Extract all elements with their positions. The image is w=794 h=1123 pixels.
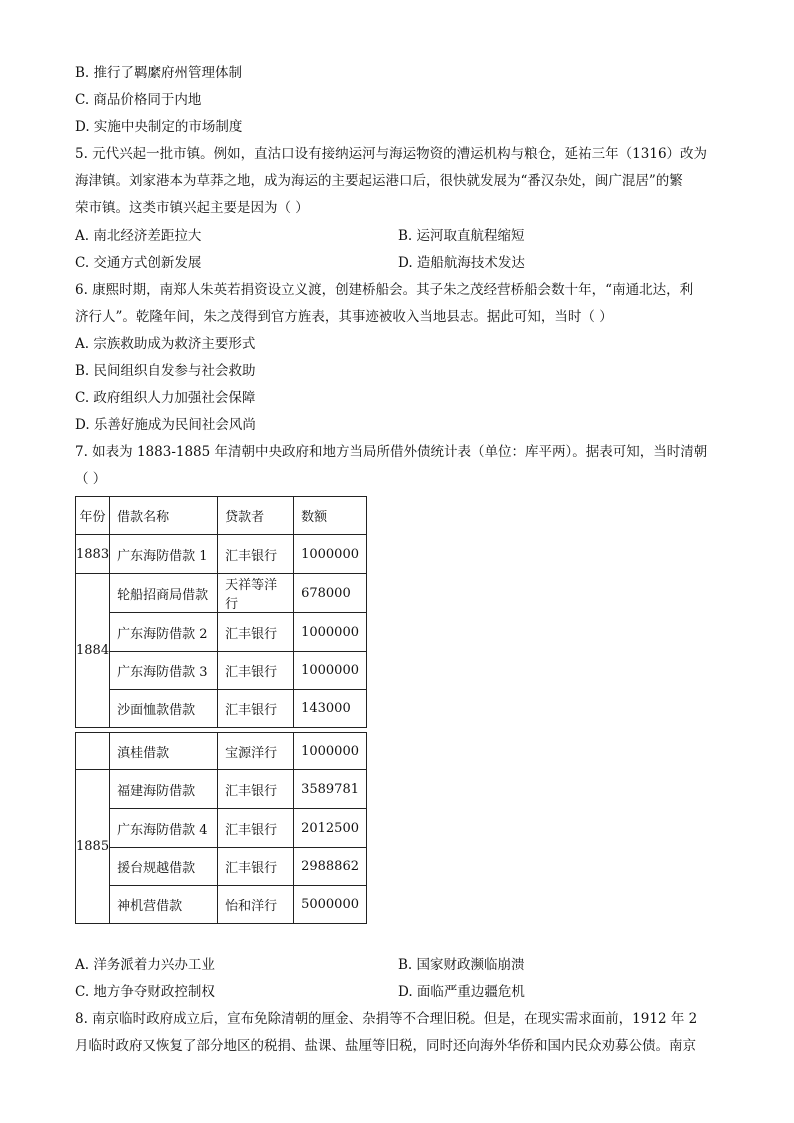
table-row bbox=[76, 535, 367, 574]
lender-cell: 汇丰银行 bbox=[218, 848, 294, 886]
lender-cell: 怡和洋行 bbox=[218, 886, 294, 924]
lender-cell: 汇丰银行 bbox=[218, 690, 294, 728]
q7-option-d: D. 面临严重边疆危机 bbox=[398, 984, 525, 1000]
loan-name-cell: 广东海防借款 4 bbox=[110, 809, 218, 848]
loan-name-cell: 广东海防借款 1 bbox=[110, 535, 218, 574]
table-row bbox=[76, 733, 367, 770]
year-cell: 1884 bbox=[76, 574, 110, 728]
table-header-row bbox=[76, 497, 367, 535]
q8-stem-line-2: 月临时政府又恢复了部分地区的税捐、盐课、盐厘等旧税，同时还向海外华侨和国内民众劝募公债。南京 bbox=[75, 1038, 696, 1054]
q6-option-d: D. 乐善好施成为民间社会风尚 bbox=[75, 417, 256, 433]
table-row bbox=[76, 770, 367, 809]
amount-cell: 5000000 bbox=[294, 886, 367, 924]
loan-name-cell: 援台规越借款 bbox=[110, 848, 218, 886]
q7-option-a: A. 洋务派着力兴办工业 bbox=[75, 957, 215, 973]
q5-stem-line-2: 海津镇。刘家港本为草莽之地，成为海运的主要起运港口后，很快就发展为“番汉杂处，闽广混居”的繁 bbox=[75, 173, 683, 189]
loan-name-cell: 福建海防借款 bbox=[110, 770, 218, 809]
table-row bbox=[76, 886, 367, 924]
q6-option-b: B. 民间组织自发参与社会救助 bbox=[75, 363, 256, 379]
q6-option-a: A. 宗族救助成为救济主要形式 bbox=[75, 336, 256, 352]
q7-stem-line-2: （ ） bbox=[75, 471, 107, 487]
q5-option-c: C. 交通方式创新发展 bbox=[75, 255, 202, 271]
table-row bbox=[76, 809, 367, 848]
header-amount: 数额 bbox=[294, 497, 367, 535]
lender-cell: 汇丰银行 bbox=[218, 770, 294, 809]
q7-option-c: C. 地方争夺财政控制权 bbox=[75, 984, 215, 1000]
lender-cell: 汇丰银行 bbox=[218, 652, 294, 690]
table-row bbox=[76, 652, 367, 690]
header-loan-name: 借款名称 bbox=[110, 497, 218, 535]
loan-name-cell: 轮船招商局借款 bbox=[110, 574, 218, 613]
header-lender: 贷款者 bbox=[218, 497, 294, 535]
amount-cell: 1000000 bbox=[294, 652, 367, 690]
amount-cell: 143000 bbox=[294, 690, 367, 728]
amount-cell: 2988862 bbox=[294, 848, 367, 886]
q5-stem-line-1: 5. 元代兴起一批市镇。例如，直沽口设有接纳运河与海运物资的漕运机构与粮仓，延祐三年（1316）改为 bbox=[75, 146, 708, 162]
year-cell: 1883 bbox=[76, 535, 110, 574]
lender-cell: 汇丰银行 bbox=[218, 535, 294, 574]
q6-stem-line-2: 济行人”。乾隆年间，朱之茂得到官方旌表，其事迹被收入当地县志。据此可知，当时（ ） bbox=[75, 309, 613, 325]
table-row bbox=[76, 574, 367, 613]
lender-cell: 汇丰银行 bbox=[218, 613, 294, 652]
q5-stem-line-3: 荣市镇。这类市镇兴起主要是因为（ ） bbox=[75, 200, 309, 216]
amount-cell: 2012500 bbox=[294, 809, 367, 848]
loan-name-cell: 沙面恤款借款 bbox=[110, 690, 218, 728]
q5-option-a: A. 南北经济差距拉大 bbox=[75, 228, 202, 244]
header-year: 年份 bbox=[76, 497, 110, 535]
year-cell: 1885 bbox=[76, 770, 110, 924]
q7-option-b: B. 国家财政濒临崩溃 bbox=[398, 957, 525, 973]
loan-table-part-1 bbox=[75, 496, 367, 728]
loan-name-cell: 广东海防借款 3 bbox=[110, 652, 218, 690]
table-row bbox=[76, 848, 367, 886]
lender-cell: 汇丰银行 bbox=[218, 809, 294, 848]
q5-option-b: B. 运河取直航程缩短 bbox=[398, 228, 525, 244]
q8-stem-line-1: 8. 南京临时政府成立后，宣布免除清朝的厘金、杂捐等不合理旧税。但是，在现实需求面前，1912 年 2 bbox=[75, 1011, 698, 1027]
amount-cell: 1000000 bbox=[294, 733, 367, 770]
loan-table-part-2 bbox=[75, 732, 367, 924]
year-cell bbox=[76, 733, 110, 770]
amount-cell: 1000000 bbox=[294, 535, 367, 574]
amount-cell: 3589781 bbox=[294, 770, 367, 809]
loan-name-cell: 广东海防借款 2 bbox=[110, 613, 218, 652]
table-row bbox=[76, 613, 367, 652]
q7-stem-line-1: 7. 如表为 1883-1885 年清朝中央政府和地方当局所借外债统计表（单位：库平两）。据表可知，当时清朝 bbox=[75, 444, 708, 460]
q6-option-c: C. 政府组织人力加强社会保障 bbox=[75, 390, 256, 406]
q4-option-b: B. 推行了羁縻府州管理体制 bbox=[75, 65, 243, 81]
q4-option-c: C. 商品价格同于内地 bbox=[75, 92, 202, 108]
amount-cell: 1000000 bbox=[294, 613, 367, 652]
table-row bbox=[76, 690, 367, 728]
q6-stem-line-1: 6. 康熙时期，南郑人朱英若捐资设立义渡，创建桥船会。其子朱之茂经营桥船会数十年，“南通北达，利 bbox=[75, 282, 694, 298]
q5-option-d: D. 造船航海技术发达 bbox=[398, 255, 525, 271]
amount-cell: 678000 bbox=[294, 574, 367, 613]
lender-cell: 宝源洋行 bbox=[218, 733, 294, 770]
loan-name-cell: 神机营借款 bbox=[110, 886, 218, 924]
q4-option-d: D. 实施中央制定的市场制度 bbox=[75, 119, 243, 135]
loan-name-cell: 滇桂借款 bbox=[110, 733, 218, 770]
lender-cell: 天祥等洋行 bbox=[218, 574, 294, 613]
